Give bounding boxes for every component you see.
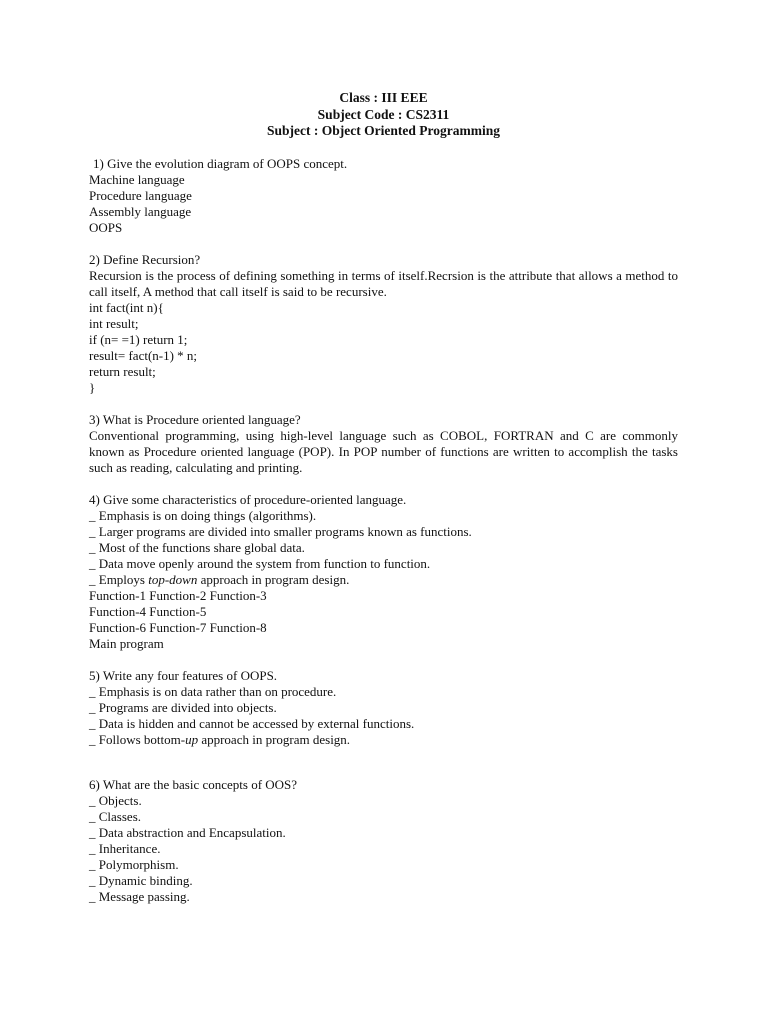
subject-code-label: Subject Code : CS2311 (317, 106, 450, 122)
document-header (89, 90, 678, 140)
question-4 (89, 492, 678, 652)
code-line: if (n= =1) return 1; (89, 331, 188, 347)
bullet-item: _ Message passing. (89, 888, 190, 904)
question-3-text: 3) What is Procedure oriented language? (89, 411, 301, 427)
question-4-text: 4) Give some characteristics of procedure-oriented language. (89, 491, 407, 507)
code-line: int fact(int n){ (89, 299, 164, 315)
bullet-item (89, 732, 678, 748)
bullet-emphasis: up (185, 731, 199, 747)
bullet-item: _ Dynamic binding. (89, 872, 193, 888)
bullet-emphasis: top-down (148, 571, 198, 587)
bullet-item: _ Larger programs are divided into smaller programs known as functions. (89, 523, 472, 539)
question-5 (89, 668, 678, 748)
bullet-item: _ Data move openly around the system from function to function. (89, 555, 431, 571)
bullet-item: _ Most of the functions share global data. (89, 539, 305, 555)
function-diagram-line: Main program (89, 635, 164, 651)
bullet-item (89, 572, 678, 588)
question-2 (89, 252, 678, 396)
question-3-answer: Conventional programming, using high-level language such as COBOL, FORTRAN and C are commonly known as Procedure oriented language (POP). In POP number of functions are written to accomplish the tasks such as reading, calculating and printing. (89, 427, 678, 475)
q1-item: Procedure language (89, 187, 192, 203)
question-1 (89, 156, 678, 236)
q1-item: OOPS (89, 219, 123, 235)
bullet-item: _ Programs are divided into objects. (89, 699, 277, 715)
bullet-text: _ Follows bottom- (89, 731, 186, 747)
function-diagram-line: Function-1 Function-2 Function-3 (89, 587, 267, 603)
question-6 (89, 777, 678, 905)
bullet-item: _ Polymorphism. (89, 856, 179, 872)
function-diagram-line: Function-4 Function-5 (89, 603, 207, 619)
bullet-item: _ Emphasis is on data rather than on procedure. (89, 683, 337, 699)
question-2-answer: Recursion is the process of defining something in terms of itself.Recrsion is the attribute that allows a method to call itself, A method that call itself is said to be recursive. (89, 267, 678, 299)
code-line: int result; (89, 315, 139, 331)
q1-item: Assembly language (89, 203, 192, 219)
q1-item: Machine language (89, 171, 185, 187)
code-line: } (89, 379, 96, 395)
bullet-item: _ Inheritance. (89, 840, 161, 856)
class-label: Class : III EEE (339, 90, 428, 105)
bullet-item: _ Classes. (89, 808, 141, 824)
bullet-item: _ Objects. (89, 792, 142, 808)
question-1-text: 1) Give the evolution diagram of OOPS concept. (93, 155, 348, 171)
question-5-text: 5) Write any four features of OOPS. (89, 667, 278, 683)
code-line: return result; (89, 363, 156, 379)
bullet-text: approach in program design. (198, 731, 351, 747)
question-6-text: 6) What are the basic concepts of OOS? (89, 776, 298, 792)
bullet-item: _ Data is hidden and cannot be accessed by external functions. (89, 715, 415, 731)
bullet-item: _ Emphasis is on doing things (algorithms). (89, 507, 317, 523)
bullet-text: _ Employs (89, 571, 149, 587)
function-diagram-line: Function-6 Function-7 Function-8 (89, 619, 267, 635)
question-3 (89, 412, 678, 476)
code-line: result= fact(n-1) * n; (89, 347, 198, 363)
bullet-item: _ Data abstraction and Encapsulation. (89, 824, 286, 840)
question-2-text: 2) Define Recursion? (89, 251, 201, 267)
bullet-text: approach in program design. (197, 571, 350, 587)
subject-label: Subject : Object Oriented Programming (267, 123, 500, 138)
document-page (89, 90, 678, 905)
